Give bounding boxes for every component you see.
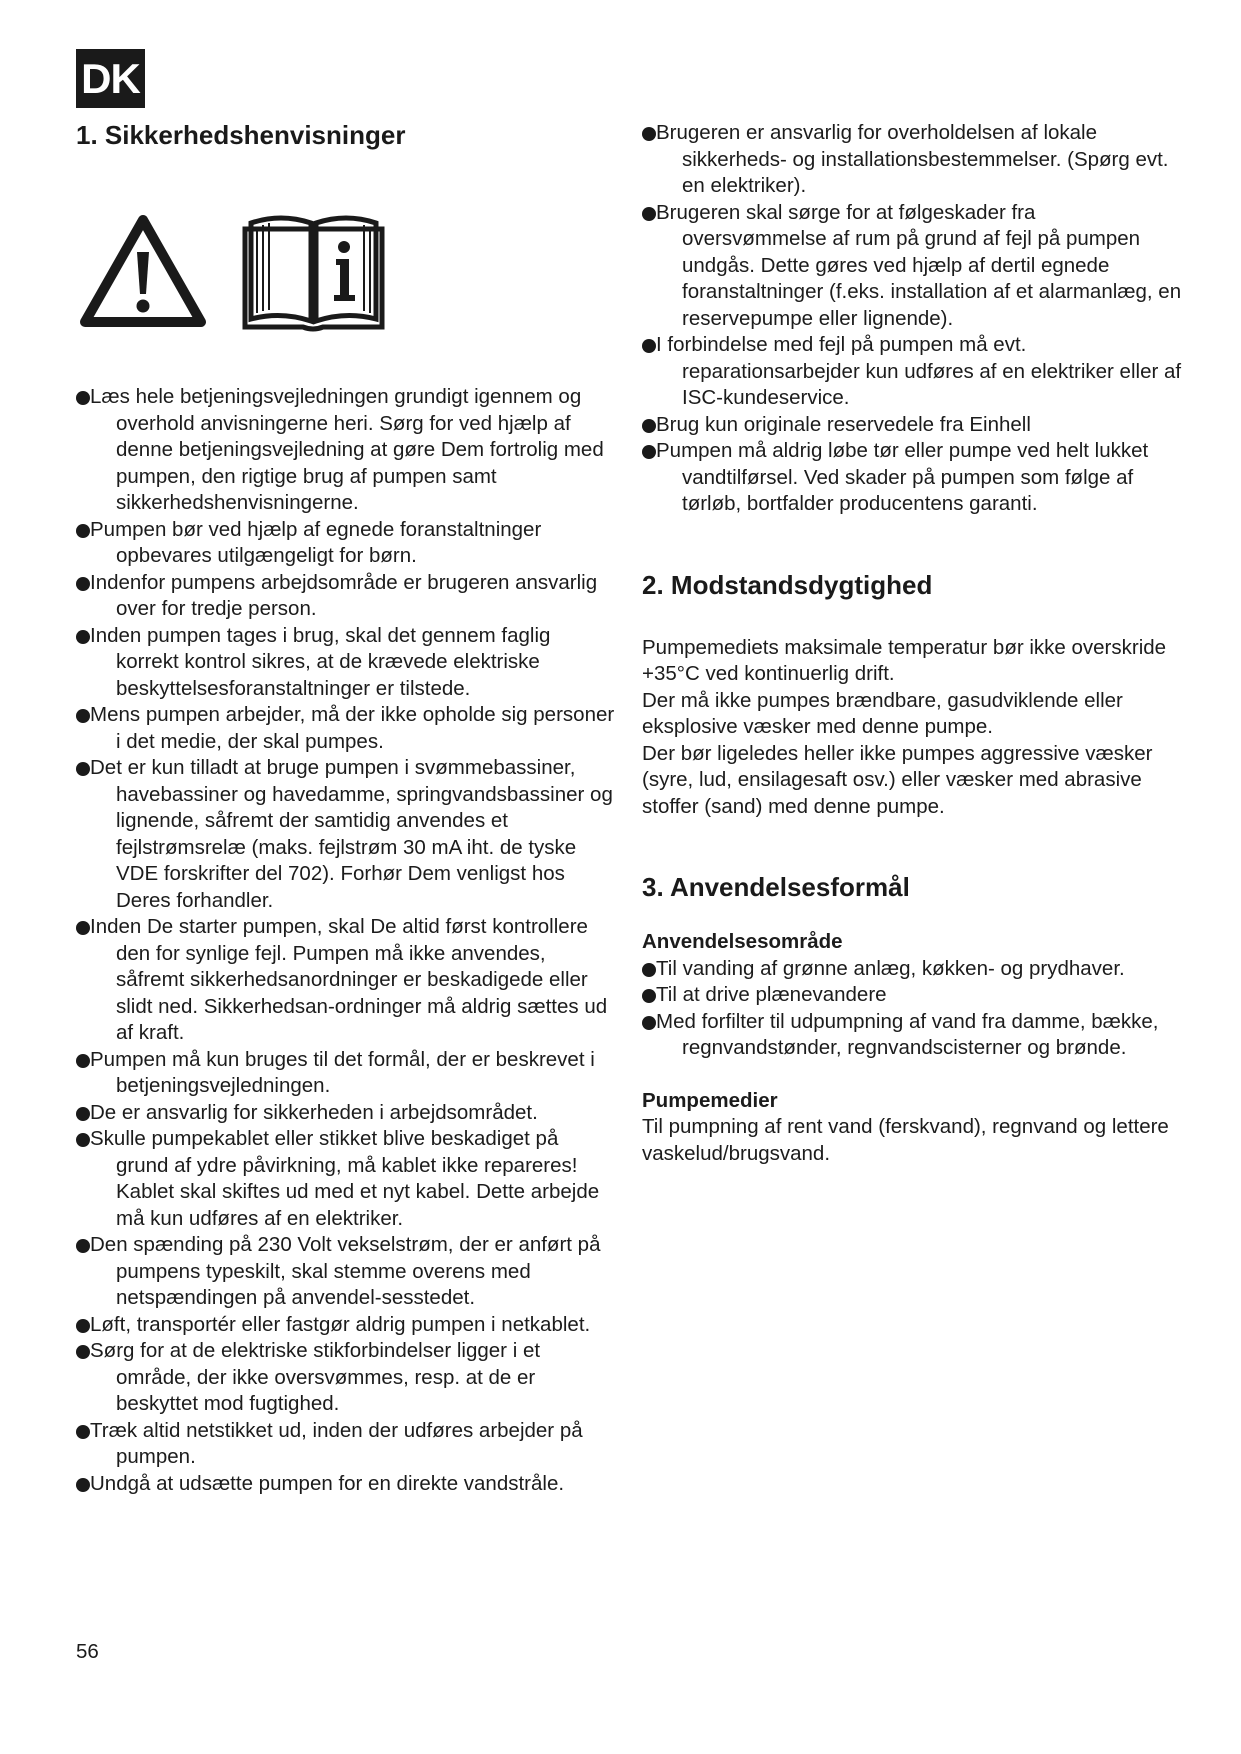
list-item: Til vanding af grønne anlæg, køkken- og prydhaver. — [642, 956, 1182, 983]
bullet-icon — [76, 1319, 90, 1333]
list-item: Pumpen bør ved hjælp af egnede foranstaltninger opbevares utilgængeligt for børn. — [76, 517, 616, 570]
section-title-safety: 1. Sikkerhedshenvisninger — [76, 120, 406, 150]
page-number: 56 — [76, 1640, 99, 1663]
list-item: Til at drive plænevandere — [642, 982, 1182, 1009]
safety-icons — [79, 206, 616, 336]
list-item: De er ansvarlig for sikkerheden i arbejdsområdet. — [76, 1100, 616, 1127]
list-item: Træk altid netstikket ud, inden der udføres arbejder på pumpen. — [76, 1418, 616, 1471]
bullet-icon — [642, 207, 656, 221]
list-item: I forbindelse med fejl på pumpen må evt. reparationsarbejder kun udføres af en elektriker eller af ISC-kundeservice. — [642, 332, 1182, 412]
paragraph: Der bør ligeledes heller ikke pumpes aggressive væsker (syre, lud, ensilagesaft osv.) eller væsker med abrasive stoffer (sand) med denne pumpe. — [642, 741, 1153, 818]
bullet-icon — [76, 1133, 90, 1147]
paragraph: Der må ikke pumpes brændbare, gasudviklende eller eksplosive væsker med denne pumpe. — [642, 688, 1123, 739]
list-item: Med forfilter til udpumpning af vand fra damme, bække, regnvandstønder, regnvandscisterner og brønde. — [642, 1009, 1182, 1062]
bullet-icon — [642, 339, 656, 353]
bullet-icon — [76, 391, 90, 405]
bullet-icon — [76, 921, 90, 935]
bullet-icon — [76, 1239, 90, 1253]
bullet-icon — [642, 1016, 656, 1030]
warning-triangle-icon — [79, 214, 207, 328]
bullet-icon — [642, 963, 656, 977]
bullet-icon — [642, 989, 656, 1003]
application-bullet-list — [642, 956, 1182, 1062]
list-item: Skulle pumpekablet eller stikket blive beskadiget på grund af ydre påvirkning, må kablet ikke repareres! Kablet skal skiftes ud med et nyt kabel. Dette arbejde må kun udføres af en elektriker. — [76, 1126, 616, 1232]
paragraph: Til pumpning af rent vand (ferskvand), regnvand og lettere vaskelud/brugsvand. — [642, 1115, 1169, 1165]
bullet-icon — [76, 577, 90, 591]
bullet-icon — [642, 127, 656, 141]
list-item: Brugeren skal sørge for at følgeskader fra oversvømmelse af rum på grund af fejl på pumpen undgås. Dette gøres ved hjælp af dertil egnede foranstaltninger (f.eks. installation af et alarmanlæg, en reservepumpe eller lignende). — [642, 200, 1182, 333]
safety-bullet-list-continued — [642, 120, 1182, 518]
list-item: Brug kun originale reservedele fra Einhell — [642, 412, 1182, 439]
bullet-icon — [76, 1425, 90, 1439]
list-item: Inden De starter pumpen, skal De altid først kontrollere den for synlige fejl. Pumpen må ikke anvendes, såfremt sikkerhedsanordninger er beskadigede eller slidt ned. Sikkerhedsan-ordninger må aldrig sættes ud af kraft. — [76, 914, 616, 1047]
resistance-body — [642, 635, 1182, 821]
list-item: Mens pumpen arbejder, må der ikke opholde sig personer i det medie, der skal pumpes. — [76, 702, 616, 755]
list-item: Indenfor pumpens arbejdsområde er brugeren ansvarlig over for tredje person. — [76, 570, 616, 623]
section-title-resistance: 2. Modstandsdygtighed — [642, 569, 933, 600]
bullet-icon — [642, 445, 656, 459]
right-column — [642, 120, 1182, 1167]
list-item: Inden pumpen tages i brug, skal det gennem faglig korrekt kontrol sikres, at de krævede elektriske beskyttelsesforanstaltninger er tilstede. — [76, 623, 616, 703]
list-item: Undgå at udsætte pumpen for en direkte vandstråle. — [76, 1471, 616, 1498]
list-item: Det er kun tilladt at bruge pumpen i svømmebassiner, havebassiner og havedamme, springvandsbassiner og lignende, såfremt der samtidig anvendes et fejlstrømsrelæ (maks. fejlstrøm 30 mA iht. de tyske VDE forskrifter del 702). Forhør Dem venligst hos Deres forhandler. — [76, 755, 616, 914]
bullet-icon — [76, 1107, 90, 1121]
list-item: Sørg for at de elektriske stikforbindelser ligger i et område, der ikke oversvømmes, resp. at de er beskyttet mod fugtighed. — [76, 1338, 616, 1418]
bullet-icon — [76, 762, 90, 776]
list-item: Pumpen må kun bruges til det formål, der er beskrevet i betjeningsvejledningen. — [76, 1047, 616, 1100]
bullet-icon — [642, 419, 656, 433]
paragraph: Pumpemediets maksimale temperatur bør ikke overskride +35°C ved kontinuerlig drift. — [642, 635, 1167, 686]
list-item: Læs hele betjeningsvejledningen grundigt igennem og overhold anvisningerne heri. Sørg for ved hjælp af denne betjeningsvejledning at gøre Dem fortrolig med pumpen, den rigtige brug af pumpen samt sikkerhedshenvisningerne. — [76, 384, 616, 517]
subheading-pump-media: Pumpemedier — [642, 1088, 778, 1112]
bullet-icon — [76, 1478, 90, 1492]
bullet-icon — [76, 1345, 90, 1359]
read-manual-icon — [241, 207, 386, 335]
bullet-icon — [76, 524, 90, 538]
safety-bullet-list — [76, 384, 616, 1497]
bullet-icon — [76, 630, 90, 644]
subheading-application-area: Anvendelsesområde — [642, 930, 843, 954]
bullet-icon — [76, 1054, 90, 1068]
list-item: Den spænding på 230 Volt vekselstrøm, der er anført på pumpens typeskilt, skal stemme overens med netspændingen på anvendel-sesstedet. — [76, 1232, 616, 1312]
list-item: Løft, transportér eller fastgør aldrig pumpen i netkablet. — [76, 1312, 616, 1339]
section-title-purpose: 3. Anvendelsesformål — [642, 872, 910, 903]
list-item: Pumpen må aldrig løbe tør eller pumpe ved helt lukket vandtilførsel. Ved skader på pumpen som følge af tørløb, bortfalder producentens garanti. — [642, 438, 1182, 518]
language-badge: DK — [76, 49, 145, 108]
bullet-icon — [76, 709, 90, 723]
left-column — [76, 120, 616, 1497]
list-item: Brugeren er ansvarlig for overholdelsen af lokale sikkerheds- og installationsbestemmelser. (Spørg evt. en elektriker). — [642, 120, 1182, 200]
